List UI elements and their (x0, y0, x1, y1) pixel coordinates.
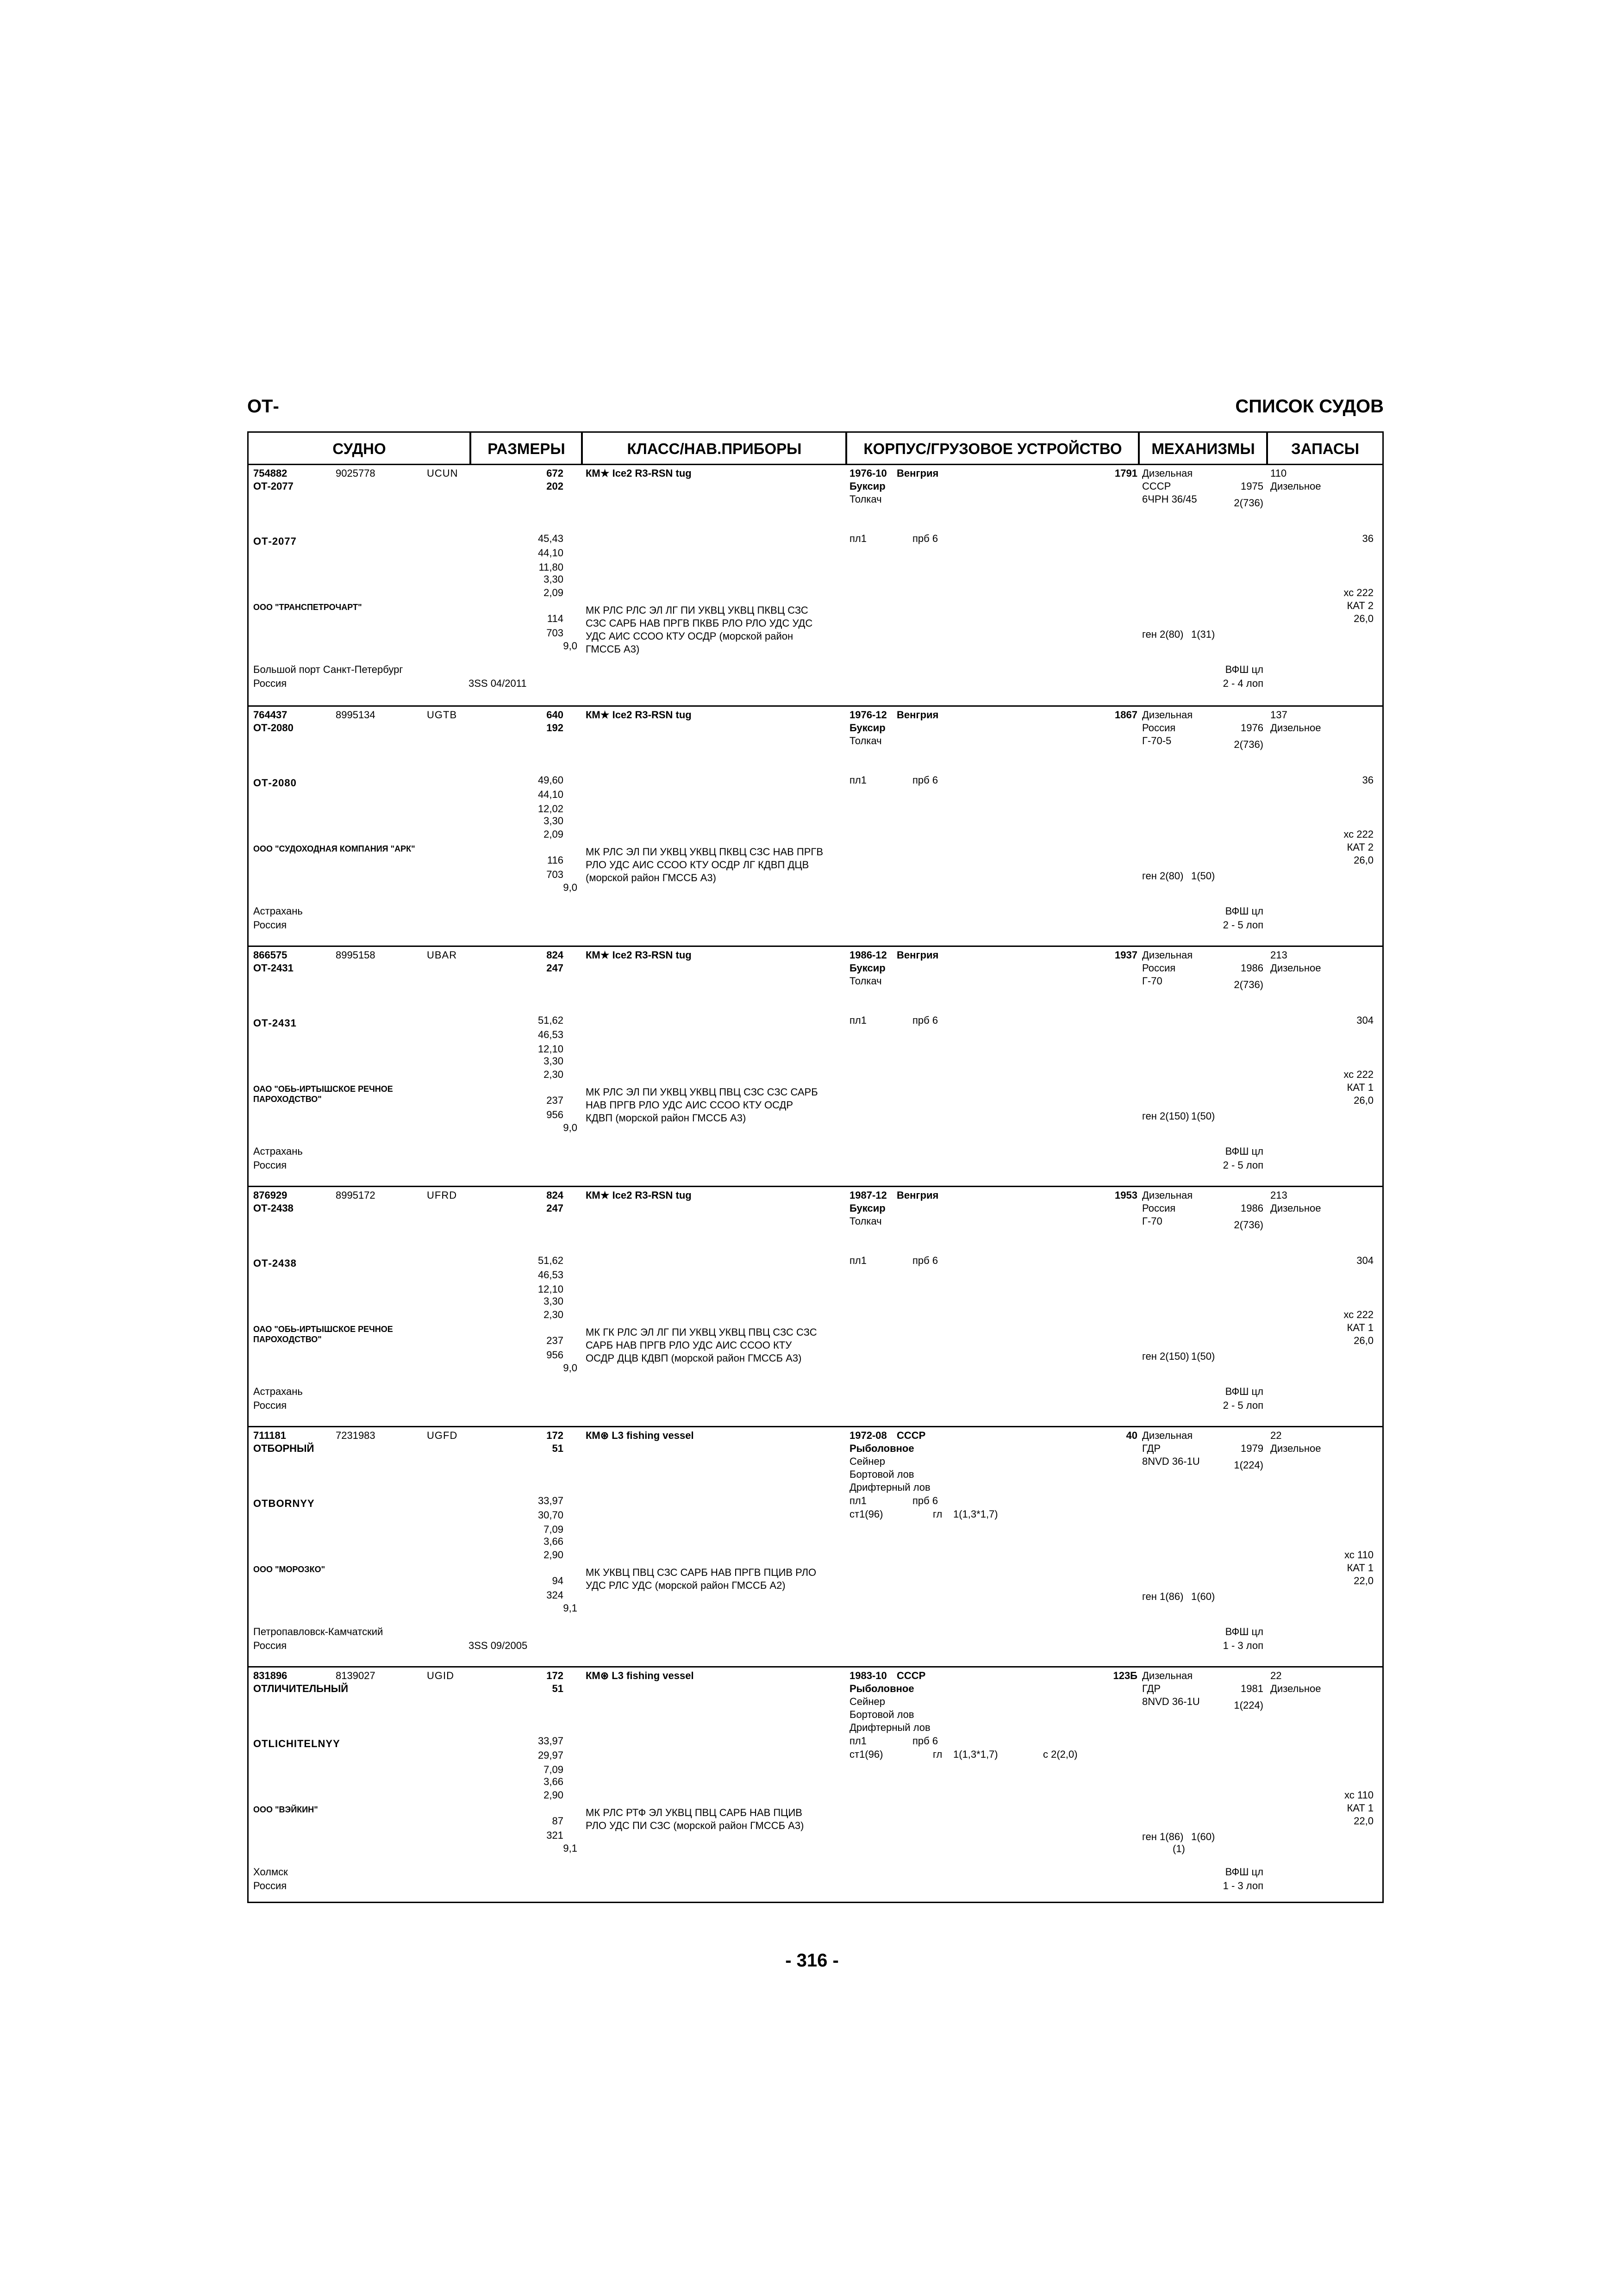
class-notation: КМ★ Ice2 R3-RSN tug (586, 709, 692, 721)
net-tonnage: 247 (546, 962, 563, 974)
supply-refrigeration: хс 110 (1344, 1789, 1374, 1801)
home-port: Холмск (253, 1866, 288, 1878)
vessel-subtype: Сейнер (849, 1456, 886, 1467)
dim-breadth: 12,10 (537, 1043, 563, 1055)
supply-category: КАТ 2 (1347, 600, 1374, 611)
dim-breadth: 11,80 (538, 561, 563, 573)
net-tonnage: 51 (552, 1683, 563, 1694)
vessel-type: Буксир (849, 962, 886, 974)
vessel-subtype-3: Бортовой лов (849, 1709, 914, 1720)
build-country: Венгрия (897, 709, 939, 721)
dim-length-pp: 29,97 (537, 1749, 563, 1761)
page-header-left: ОТ- (247, 396, 279, 417)
home-port: Астрахань (253, 905, 303, 917)
vessel-type: Рыболовное (849, 1443, 914, 1454)
deadweight: 703 (546, 627, 563, 639)
nav-line-2: РЛО УДС ПИ СЗС (морской район ГМССБ А3) (586, 1820, 804, 1831)
ship-register-table (247, 431, 1384, 1903)
flag: Россия (253, 1400, 287, 1411)
yard-number: 123Б (1113, 1670, 1137, 1681)
engine-type: Дизельная (1142, 1189, 1193, 1201)
imo-number: 8139027 (336, 1670, 375, 1681)
supply-category: КАТ 1 (1347, 1322, 1374, 1333)
vessel-type: Буксир (849, 1202, 886, 1214)
owner: ООО "СУДОХОДНАЯ КОМПАНИЯ "АРК" (253, 844, 415, 853)
hull-decks: пл1 (849, 1014, 867, 1026)
column-divider (1138, 433, 1139, 465)
dim-length-overall: 49,60 (537, 774, 563, 786)
home-port: Петропавловск-Камчатский (253, 1626, 383, 1637)
supply-category: КАТ 2 (1347, 841, 1374, 853)
reg-number: 876929 (253, 1189, 287, 1201)
propeller-blades: 2 - 5 лоп (1223, 1400, 1263, 1411)
speed: 9,0 (563, 1362, 577, 1374)
class-notation: КМ★ Ice2 R3-RSN tug (586, 467, 692, 479)
nav-line-3: КДВП (морской район ГМССБ А3) (586, 1112, 746, 1124)
deadweight: 324 (546, 1589, 563, 1601)
dim-length-pp: 44,10 (537, 789, 563, 800)
survey: 3SS 09/2005 (468, 1640, 528, 1651)
generators-aux: 1(50) (1191, 1110, 1215, 1122)
yard-number: 1867 (1115, 709, 1137, 721)
owner: ООО "ТРАНСПЕТРОЧАРТ" (253, 603, 362, 612)
ship-name-latin: OTBORNYY (253, 1498, 315, 1509)
engine-count: 1(224) (1234, 1459, 1263, 1471)
ship-name-latin: ОТ-2431 (253, 1017, 297, 1029)
yard-number: 40 (1126, 1430, 1137, 1441)
owner: ОАО "ОБЬ-ИРТЫШСКОЕ РЕЧНОЕ ПАРОХОДСТВО" (253, 1325, 393, 1344)
build-country: Венгрия (897, 467, 939, 479)
build-country: СССР (897, 1430, 926, 1441)
deadweight: 956 (546, 1109, 563, 1120)
propeller: ВФШ цл (1225, 1866, 1263, 1878)
ship-record (249, 465, 1382, 705)
engine-model: 8NVD 36-1U (1142, 1696, 1200, 1707)
dim-length-overall: 33,97 (537, 1495, 563, 1506)
dim-length-pp: 44,10 (537, 547, 563, 559)
vessel-subtype: Толкач (849, 735, 882, 747)
build-country: Венгрия (897, 1189, 939, 1201)
nav-line-2: УДС РЛС УДС (морской район ГМССБ А2) (586, 1580, 786, 1591)
engine-count: 2(736) (1234, 739, 1263, 750)
generators: ген 2(150) (1142, 1110, 1189, 1122)
nav-line-1: МК ГК РЛС ЭЛ ЛГ ПИ УКВЦ УКВЦ ПВЦ СЗС СЗС (586, 1326, 817, 1338)
build-date: 1983-10 (849, 1670, 887, 1681)
hull-decks: пл1 (849, 533, 867, 544)
vessel-subtype: Сейнер (849, 1696, 886, 1707)
nav-line-1: МК РЛС РЛС ЭЛ ЛГ ПИ УКВЦ УКВЦ ПКВЦ СЗС (586, 604, 808, 616)
displacement: 94 (552, 1575, 563, 1587)
class-notation: КМ★ Ice2 R3-RSN tug (586, 1189, 692, 1201)
supply-refrigeration: хс 222 (1343, 587, 1374, 598)
owner: ОАО "ОБЬ-ИРТЫШСКОЕ РЕЧНОЕ ПАРОХОДСТВО" (253, 1084, 393, 1104)
yard-number: 1937 (1115, 949, 1137, 961)
supply-refrigeration: хс 222 (1343, 1309, 1374, 1320)
ship-name-latin: ОТ-2077 (253, 535, 297, 547)
speed: 9,0 (563, 1122, 577, 1133)
engine-type: Дизельная (1142, 709, 1193, 721)
call-sign: UFRD (427, 1189, 457, 1201)
build-date: 1972-08 (849, 1430, 887, 1441)
propeller-blades: 1 - 3 лоп (1223, 1640, 1263, 1651)
propeller: ВФШ цл (1225, 905, 1263, 917)
supply-autonomy: 22,0 (1354, 1575, 1374, 1587)
col-header-supplies: ЗАПАСЫ (1267, 433, 1382, 465)
supply-fuel-qty: 22 (1270, 1430, 1282, 1441)
nav-line-1: МК РЛС РТФ ЭЛ УКВЦ ПВЦ САРБ НАВ ПЦИВ (586, 1807, 802, 1818)
dim-depth: 3,30 (543, 1295, 563, 1307)
deadweight: 321 (546, 1829, 563, 1841)
ship-name-latin: ОТ-2438 (253, 1257, 297, 1269)
column-divider (581, 433, 582, 465)
displacement: 87 (552, 1815, 563, 1827)
supply-fuel-type: Дизельное (1270, 1202, 1321, 1214)
generators-aux: 1(60) (1191, 1831, 1215, 1842)
generators: ген 1(86) (1142, 1591, 1184, 1602)
supply-fuel-type: Дизельное (1270, 962, 1321, 974)
supply-category: КАТ 1 (1347, 1562, 1374, 1574)
hull-decks: пл1 (849, 1735, 867, 1747)
ship-name: ОТБОРНЫЙ (253, 1443, 314, 1454)
build-country: СССР (897, 1670, 926, 1681)
propeller: ВФШ цл (1225, 664, 1263, 675)
call-sign: UGID (427, 1670, 454, 1681)
gross-tonnage: 672 (546, 467, 563, 479)
imo-number: 9025778 (336, 467, 375, 479)
supply-fuel-type: Дизельное (1270, 1443, 1321, 1454)
generators: ген 2(150) (1142, 1350, 1189, 1362)
vessel-subtype-3: Бортовой лов (849, 1468, 914, 1480)
engine-country: Россия (1142, 722, 1176, 734)
gross-tonnage: 824 (546, 949, 563, 961)
engine-model: 6ЧРН 36/45 (1142, 493, 1197, 505)
ship-name: ОТ-2438 (253, 1202, 294, 1214)
ship-record (249, 1186, 1382, 1426)
hull-bulkheads: прб 6 (912, 1255, 938, 1266)
dim-draft: 2,09 (543, 587, 563, 598)
ship-record (249, 946, 1382, 1186)
engine-country: СССР (1142, 480, 1171, 492)
reg-number: 866575 (253, 949, 287, 961)
hull-bulkheads: прб 6 (912, 1495, 938, 1506)
nav-line-1: МК РЛС ЭЛ ПИ УКВЦ УКВЦ ПКВЦ СЗС НАВ ПРГВ (586, 846, 823, 858)
vessel-subtype-4: Дрифтерный лов (849, 1722, 931, 1733)
speed: 9,0 (563, 640, 577, 652)
displacement: 116 (547, 854, 563, 866)
flag: Россия (253, 1640, 287, 1651)
gross-tonnage: 172 (546, 1670, 563, 1681)
home-port: Большой порт Санкт-Петербург (253, 664, 403, 675)
cargo-gear: с 2(2,0) (1043, 1748, 1078, 1760)
generators: ген 2(80) (1142, 870, 1184, 882)
supply-category: КАТ 1 (1347, 1802, 1374, 1814)
supply-autonomy: 22,0 (1354, 1815, 1374, 1827)
supply-refrigeration: хс 110 (1344, 1549, 1374, 1561)
ship-name: ОТ-2077 (253, 480, 294, 492)
hold-value: 1(1,3*1,7) (953, 1508, 998, 1520)
supply-refrigeration: хс 222 (1343, 828, 1374, 840)
build-date: 1976-10 (849, 467, 887, 479)
propeller-blades: 2 - 5 лоп (1223, 919, 1263, 931)
dim-breadth: 7,09 (543, 1764, 563, 1775)
column-divider (845, 433, 847, 465)
dim-draft: 2,90 (543, 1789, 563, 1801)
ship-name-latin: ОТ-2080 (253, 777, 297, 789)
owner: ООО "МОРОЗКО" (253, 1565, 325, 1574)
displacement: 237 (546, 1095, 563, 1106)
hold-label: гл (933, 1508, 943, 1520)
ship-record (249, 1666, 1382, 1906)
supply-autonomy: 26,0 (1354, 613, 1374, 624)
dim-draft: 2,09 (543, 828, 563, 840)
engine-year: 1986 (1241, 962, 1263, 974)
hull-bulkheads: прб 6 (912, 533, 938, 544)
engine-type: Дизельная (1142, 1430, 1193, 1441)
ship-name-latin: OTLICHITELNYY (253, 1738, 340, 1749)
hull-bulkheads: прб 6 (912, 774, 938, 786)
displacement: 114 (547, 613, 563, 624)
deadweight: 956 (546, 1349, 563, 1361)
speed: 9,1 (563, 1602, 577, 1614)
engine-count: 2(736) (1234, 1219, 1263, 1231)
dim-depth: 3,30 (543, 815, 563, 827)
home-port: Астрахань (253, 1386, 303, 1397)
supply-fuel-type: Дизельное (1270, 480, 1321, 492)
net-tonnage: 51 (552, 1443, 563, 1454)
net-tonnage: 202 (546, 480, 563, 492)
call-sign: UGFD (427, 1430, 458, 1441)
nav-line-2: САРБ НАВ ПРГВ РЛО УДС АИС ССОО КТУ (586, 1339, 792, 1351)
dim-length-pp: 30,70 (537, 1509, 563, 1521)
dim-breadth: 12,10 (537, 1283, 563, 1295)
col-header-dimensions: РАЗМЕРЫ (470, 433, 581, 465)
supply-fuel-qty: 137 (1270, 709, 1287, 721)
vessel-type: Буксир (849, 722, 886, 734)
supply-autonomy: 26,0 (1354, 1335, 1374, 1346)
propeller: ВФШ цл (1225, 1145, 1263, 1157)
hull-bulkheads: прб 6 (912, 1735, 938, 1747)
engine-country: Россия (1142, 1202, 1176, 1214)
dim-depth: 3,66 (543, 1776, 563, 1787)
nav-line-3: ОСДР ДЦВ КДВП (морской район ГМССБ А3) (586, 1352, 802, 1364)
supply-fuel-qty: 110 (1270, 467, 1287, 479)
engine-year: 1986 (1241, 1202, 1263, 1214)
vessel-subtype-4: Дрифтерный лов (849, 1481, 931, 1493)
home-port: Астрахань (253, 1145, 303, 1157)
reg-number: 754882 (253, 467, 287, 479)
engine-year: 1975 (1241, 480, 1263, 492)
ship-record (249, 705, 1382, 946)
dim-draft: 2,30 (543, 1069, 563, 1080)
call-sign: UGTB (427, 709, 457, 721)
nav-line-1: МК РЛС ЭЛ ПИ УКВЦ УКВЦ ПВЦ СЗС СЗС САРБ (586, 1086, 818, 1098)
vessel-subtype: Толкач (849, 975, 882, 987)
flag: Россия (253, 678, 287, 689)
flag: Россия (253, 1880, 287, 1892)
generators: ген 2(80) (1142, 628, 1184, 640)
class-notation: КМ⊛ L3 fishing vessel (586, 1670, 694, 1681)
ship-name: ОТ-2080 (253, 722, 294, 734)
propeller-blades: 1 - 3 лоп (1223, 1880, 1263, 1892)
engine-type: Дизельная (1142, 1670, 1193, 1681)
survey: 3SS 04/2011 (468, 678, 527, 689)
imo-number: 7231983 (336, 1430, 375, 1441)
net-tonnage: 192 (546, 722, 563, 734)
call-sign: UBAR (427, 949, 457, 961)
displacement: 237 (546, 1335, 563, 1346)
reg-number: 764437 (253, 709, 287, 721)
hull-extra: ст1(96) (849, 1508, 883, 1520)
generators: ген 1(86) (1142, 1831, 1184, 1842)
dim-breadth: 7,09 (543, 1524, 563, 1535)
dim-depth: 3,66 (543, 1536, 563, 1547)
supply-water: 304 (1356, 1014, 1374, 1026)
generators-extra: (1) (1173, 1843, 1185, 1854)
nav-line-3: УДС АИС ССОО КТУ ОСДР (морской район (586, 630, 793, 642)
page-number: - 316 - (785, 1950, 839, 1971)
speed: 9,1 (563, 1842, 577, 1854)
class-notation: КМ★ Ice2 R3-RSN tug (586, 949, 692, 961)
hold-value: 1(1,3*1,7) (953, 1748, 998, 1760)
supply-autonomy: 26,0 (1354, 854, 1374, 866)
engine-country: Россия (1142, 962, 1176, 974)
col-header-machinery: МЕХАНИЗМЫ (1138, 433, 1267, 465)
build-date: 1976-12 (849, 709, 887, 721)
engine-count: 2(736) (1234, 497, 1263, 509)
dim-depth: 3,30 (543, 1055, 563, 1067)
ship-name: ОТ-2431 (253, 962, 294, 974)
supply-fuel-type: Дизельное (1270, 1683, 1321, 1694)
dim-depth: 3,30 (543, 573, 563, 585)
dim-length-pp: 46,53 (537, 1269, 563, 1281)
generators-aux: 1(50) (1191, 1350, 1215, 1362)
hull-bulkheads: прб 6 (912, 1014, 938, 1026)
engine-count: 1(224) (1234, 1699, 1263, 1711)
speed: 9,0 (563, 882, 577, 893)
supply-water: 36 (1362, 774, 1374, 786)
nav-line-2: СЗС САРБ НАВ ПРГВ ПКВБ РЛО РЛО УДС УДС (586, 617, 813, 629)
propeller-blades: 2 - 5 лоп (1223, 1159, 1263, 1171)
nav-line-4: ГМССБ А3) (586, 643, 640, 655)
column-divider (469, 433, 471, 465)
dim-length-pp: 46,53 (537, 1029, 563, 1040)
dim-length-overall: 51,62 (537, 1014, 563, 1026)
supply-fuel-type: Дизельное (1270, 722, 1321, 734)
flag: Россия (253, 919, 287, 931)
dim-draft: 2,90 (543, 1549, 563, 1561)
ship-name: ОТЛИЧИТЕЛЬНЫЙ (253, 1683, 349, 1694)
supply-water: 36 (1362, 533, 1374, 544)
build-country: Венгрия (897, 949, 939, 961)
hold-label: гл (933, 1748, 943, 1760)
supply-refrigeration: хс 222 (1343, 1069, 1374, 1080)
engine-year: 1981 (1241, 1683, 1263, 1694)
page-header-right: СПИСОК СУДОВ (1235, 396, 1384, 417)
imo-number: 8995158 (336, 949, 375, 961)
gross-tonnage: 824 (546, 1189, 563, 1201)
engine-model: Г-70-5 (1142, 735, 1172, 747)
hull-decks: пл1 (849, 1255, 867, 1266)
hull-decks: пл1 (849, 1495, 867, 1506)
hull-decks: пл1 (849, 774, 867, 786)
supply-category: КАТ 1 (1347, 1082, 1374, 1093)
gross-tonnage: 640 (546, 709, 563, 721)
nav-line-1: МК УКВЦ ПВЦ СЗС САРБ НАВ ПРГВ ПЦИВ РЛО (586, 1567, 817, 1578)
engine-country: ГДР (1142, 1443, 1161, 1454)
nav-line-3: (морской район ГМССБ А3) (586, 872, 716, 884)
generators-aux: 1(31) (1191, 628, 1215, 640)
propeller: ВФШ цл (1225, 1386, 1263, 1397)
generators-aux: 1(50) (1191, 870, 1215, 882)
engine-model: Г-70 (1142, 975, 1162, 987)
supply-water: 304 (1356, 1255, 1374, 1266)
dim-length-overall: 51,62 (537, 1255, 563, 1266)
nav-line-2: РЛО УДС АИС ССОО КТУ ОСДР ЛГ КДВП ДЦВ (586, 859, 809, 871)
engine-year: 1976 (1241, 722, 1263, 734)
column-divider (1266, 433, 1268, 465)
dim-length-overall: 45,43 (537, 533, 563, 544)
dim-length-overall: 33,97 (537, 1735, 563, 1747)
imo-number: 8995172 (336, 1189, 375, 1201)
engine-type: Дизельная (1142, 949, 1193, 961)
generators-aux: 1(60) (1191, 1591, 1215, 1602)
dim-draft: 2,30 (543, 1309, 563, 1320)
imo-number: 8995134 (336, 709, 375, 721)
deadweight: 703 (546, 869, 563, 880)
col-header-vessel: СУДНО (249, 433, 470, 465)
build-date: 1987-12 (849, 1189, 887, 1201)
ship-record (249, 1426, 1382, 1666)
engine-year: 1979 (1241, 1443, 1263, 1454)
supply-fuel-qty: 22 (1270, 1670, 1282, 1681)
net-tonnage: 247 (546, 1202, 563, 1214)
engine-count: 2(736) (1234, 979, 1263, 990)
vessel-type: Рыболовное (849, 1683, 914, 1694)
gross-tonnage: 172 (546, 1430, 563, 1441)
engine-model: Г-70 (1142, 1215, 1162, 1227)
supply-fuel-qty: 213 (1270, 949, 1287, 961)
vessel-type: Буксир (849, 480, 886, 492)
supply-fuel-qty: 213 (1270, 1189, 1287, 1201)
supply-autonomy: 26,0 (1354, 1095, 1374, 1106)
propeller-blades: 2 - 4 лоп (1223, 678, 1263, 689)
engine-country: ГДР (1142, 1683, 1161, 1694)
propeller: ВФШ цл (1225, 1626, 1263, 1637)
yard-number: 1953 (1115, 1189, 1137, 1201)
dim-breadth: 12,02 (537, 803, 563, 815)
owner: ООО "ВЭЙКИН" (253, 1805, 318, 1814)
hull-extra: ст1(96) (849, 1748, 883, 1760)
reg-number: 831896 (253, 1670, 287, 1681)
engine-type: Дизельная (1142, 467, 1193, 479)
engine-model: 8NVD 36-1U (1142, 1456, 1200, 1467)
flag: Россия (253, 1159, 287, 1171)
vessel-subtype: Толкач (849, 493, 882, 505)
call-sign: UCUN (427, 467, 458, 479)
col-header-class: КЛАСС/НАВ.ПРИБОРЫ (581, 433, 846, 465)
build-date: 1986-12 (849, 949, 887, 961)
col-header-hull: КОРПУС/ГРУЗОВОЕ УСТРОЙСТВО (846, 433, 1138, 465)
vessel-subtype: Толкач (849, 1215, 882, 1227)
yard-number: 1791 (1115, 467, 1137, 479)
nav-line-2: НАВ ПРГВ РЛО УДС АИС ССОО КТУ ОСДР (586, 1099, 793, 1111)
reg-number: 711181 (253, 1430, 286, 1441)
class-notation: КМ⊛ L3 fishing vessel (586, 1430, 694, 1441)
